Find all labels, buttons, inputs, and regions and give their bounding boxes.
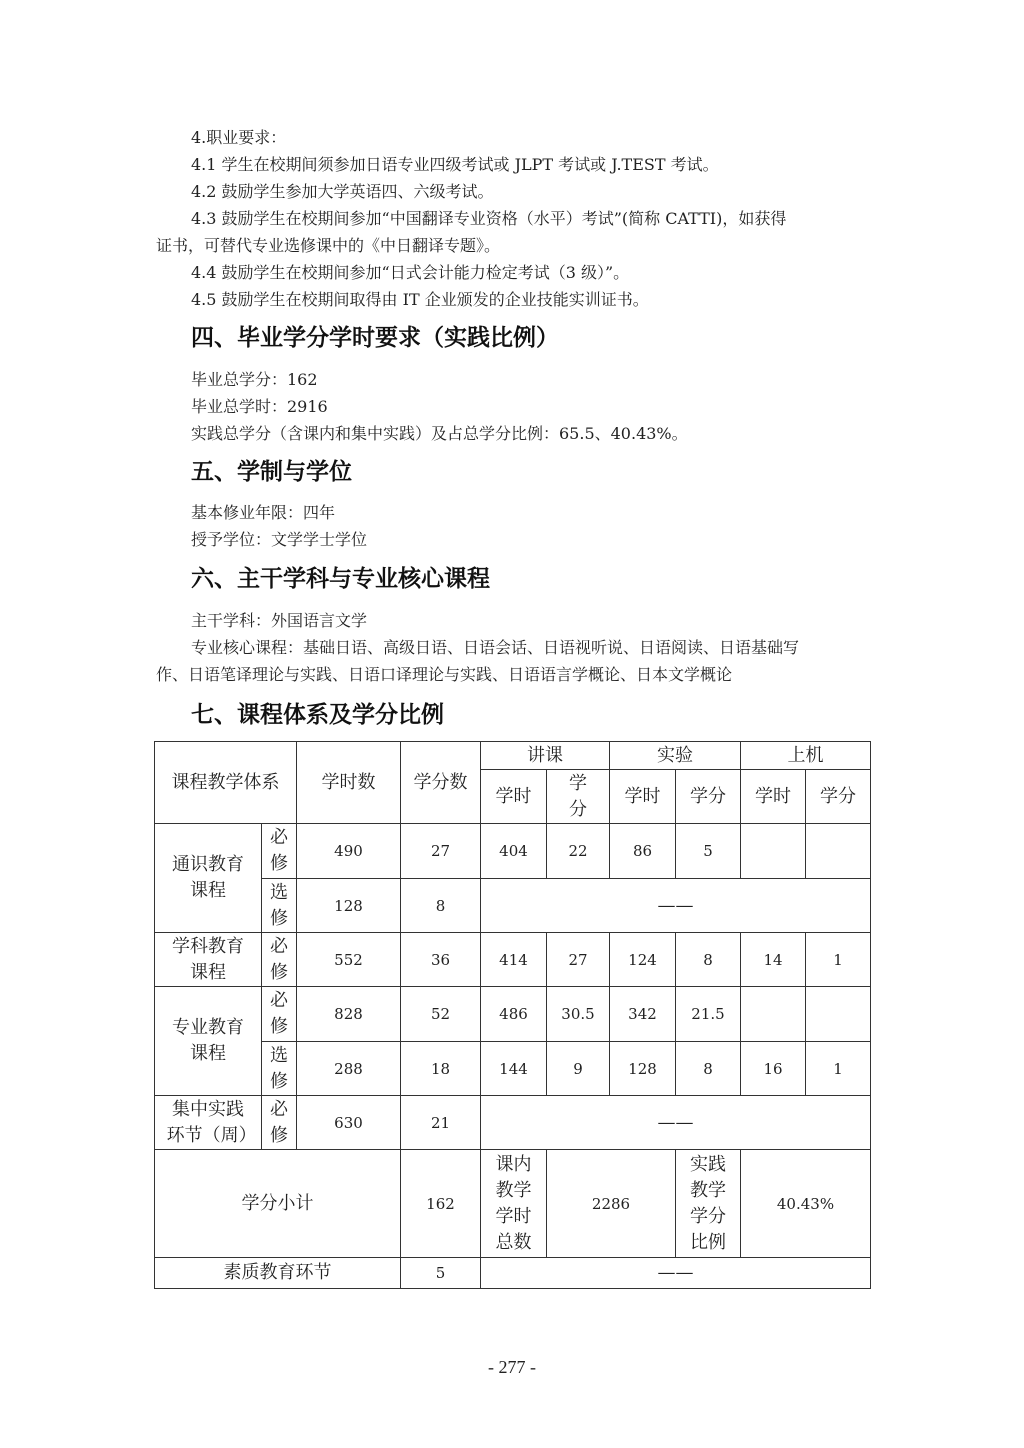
lecture-hours-cell: 144: [481, 1042, 547, 1096]
lecture-credits-cell: 22: [547, 824, 610, 879]
computer-credits-cell: 1: [806, 933, 871, 987]
credit-structure-table: [154, 741, 871, 1289]
practice-ratio-value: 40.43%: [741, 1150, 871, 1258]
quality-row: [155, 1258, 871, 1289]
credits-cell: 18: [401, 1042, 481, 1096]
credits-cell: 8: [401, 879, 481, 933]
hours-cell: 630: [297, 1096, 401, 1150]
lab-credits-cell: 21.5: [676, 987, 741, 1042]
header-row-1: [155, 742, 871, 770]
header-computer-credits: 学分: [806, 770, 871, 824]
dash-cell: ——: [481, 1096, 871, 1150]
header-lab-hours: 学时: [610, 770, 676, 824]
total-credits: 毕业总学分：162: [191, 370, 318, 389]
lab-hours-cell: 342: [610, 987, 676, 1042]
inclass-hours-value: 2286: [547, 1150, 676, 1258]
subtotal-credits: 162: [401, 1150, 481, 1258]
req-item-3-cont: 证书，可替代专业选修课中的《中日翻译专题》。: [156, 236, 501, 255]
lecture-hours-cell: 404: [481, 824, 547, 879]
core-courses-cont: 作、日语笔译理论与实践、日语口译理论与实践、日语语言学概论、日本文学概论: [156, 665, 733, 684]
quality-credits: 5: [401, 1258, 481, 1289]
computer-hours-cell: 16: [741, 1042, 806, 1096]
credits-cell: 36: [401, 933, 481, 987]
lecture-credits-cell: 27: [547, 933, 610, 987]
hours-cell: 128: [297, 879, 401, 933]
page-number: - 277 -: [488, 1357, 536, 1377]
computer-hours-cell: [741, 987, 806, 1042]
credits-cell: 27: [401, 824, 481, 879]
header-lab-credits: 学分: [676, 770, 741, 824]
total-hours: 毕业总学时：2916: [191, 397, 328, 416]
req-item-5: 4.5 鼓励学生在校期间取得由 IT 企业颁发的企业技能实训证书。: [191, 290, 649, 309]
dash-cell: ——: [481, 879, 871, 933]
lecture-hours-cell: 414: [481, 933, 547, 987]
category-cell: 集中实践环节（周）: [155, 1096, 262, 1150]
dash-cell: ——: [481, 1258, 871, 1289]
req-item-4: 4.4 鼓励学生在校期间参加“日式会计能力检定考试（3 级）”。: [191, 263, 630, 282]
category-cell: 通识教育课程: [155, 824, 262, 933]
req-item-2: 4.2 鼓励学生参加大学英语四、六级考试。: [191, 182, 494, 201]
header-lecture-credits: 学分: [547, 770, 610, 824]
computer-hours-cell: 14: [741, 933, 806, 987]
lecture-hours-cell: 486: [481, 987, 547, 1042]
lecture-credits-cell: 9: [547, 1042, 610, 1096]
table-row: [155, 1042, 871, 1096]
req-heading: 4.职业要求：: [191, 128, 287, 147]
category-cell: 学科教育课程: [155, 933, 262, 987]
lab-credits-cell: 8: [676, 1042, 741, 1096]
practice-ratio-label: 实践教学学分比例: [676, 1150, 741, 1258]
practice-credits: 实践总学分（含课内和集中实践）及占总学分比例：65.5、40.43%。: [191, 424, 688, 443]
subtotal-label: 学分小计: [155, 1150, 401, 1258]
degree: 授予学位：文学学士学位: [191, 530, 368, 549]
computer-credits-cell: [806, 987, 871, 1042]
type-cell: 选修: [262, 1042, 297, 1096]
table-row: [155, 1096, 871, 1150]
core-courses: 专业核心课程：基础日语、高级日语、日语会话、日语视听说、日语阅读、日语基础写: [191, 638, 800, 657]
header-credits: 学分数: [401, 742, 481, 824]
header-computer-hours: 学时: [741, 770, 806, 824]
lab-credits-cell: 8: [676, 933, 741, 987]
lab-credits-cell: 5: [676, 824, 741, 879]
type-cell: 必修: [262, 1096, 297, 1150]
computer-credits-cell: [806, 824, 871, 879]
study-years: 基本修业年限：四年: [191, 503, 336, 522]
category-cell: 专业教育课程: [155, 987, 262, 1096]
type-cell: 必修: [262, 824, 297, 879]
main-discipline: 主干学科：外国语言文学: [191, 611, 368, 630]
req-item-3: 4.3 鼓励学生在校期间参加“中国翻译专业资格（水平）考试”(简称 CATTI)，如获得: [191, 209, 787, 228]
req-item-1: 4.1 学生在校期间须参加日语专业四级考试或 JLPT 考试或 J.TEST 考试。: [191, 155, 719, 174]
subtotal-row: [155, 1150, 871, 1258]
quality-label: 素质教育环节: [155, 1258, 401, 1289]
table-row: [155, 933, 871, 987]
header-system: 课程教学体系: [155, 742, 297, 824]
credits-cell: 21: [401, 1096, 481, 1150]
table-row: [155, 879, 871, 933]
type-cell: 选修: [262, 879, 297, 933]
lab-hours-cell: 124: [610, 933, 676, 987]
inclass-hours-label: 课内教学学时总数: [481, 1150, 547, 1258]
hours-cell: 828: [297, 987, 401, 1042]
lab-hours-cell: 128: [610, 1042, 676, 1096]
table-row: [155, 824, 871, 879]
table-row: [155, 987, 871, 1042]
hours-cell: 552: [297, 933, 401, 987]
type-cell: 必修: [262, 933, 297, 987]
header-lecture-hours: 学时: [481, 770, 547, 824]
section-4-heading: 四、毕业学分学时要求（实践比例）: [191, 325, 559, 351]
type-cell: 必修: [262, 987, 297, 1042]
section-5-heading: 五、学制与学位: [191, 459, 352, 485]
section-6-heading: 六、主干学科与专业核心课程: [191, 566, 490, 592]
hours-cell: 490: [297, 824, 401, 879]
lab-hours-cell: 86: [610, 824, 676, 879]
header-lecture: 讲课: [481, 742, 610, 770]
header-computer: 上机: [741, 742, 871, 770]
credits-cell: 52: [401, 987, 481, 1042]
header-lab: 实验: [610, 742, 741, 770]
hours-cell: 288: [297, 1042, 401, 1096]
computer-credits-cell: 1: [806, 1042, 871, 1096]
section-7-heading: 七、课程体系及学分比例: [191, 702, 444, 728]
header-hours: 学时数: [297, 742, 401, 824]
computer-hours-cell: [741, 824, 806, 879]
lecture-credits-cell: 30.5: [547, 987, 610, 1042]
